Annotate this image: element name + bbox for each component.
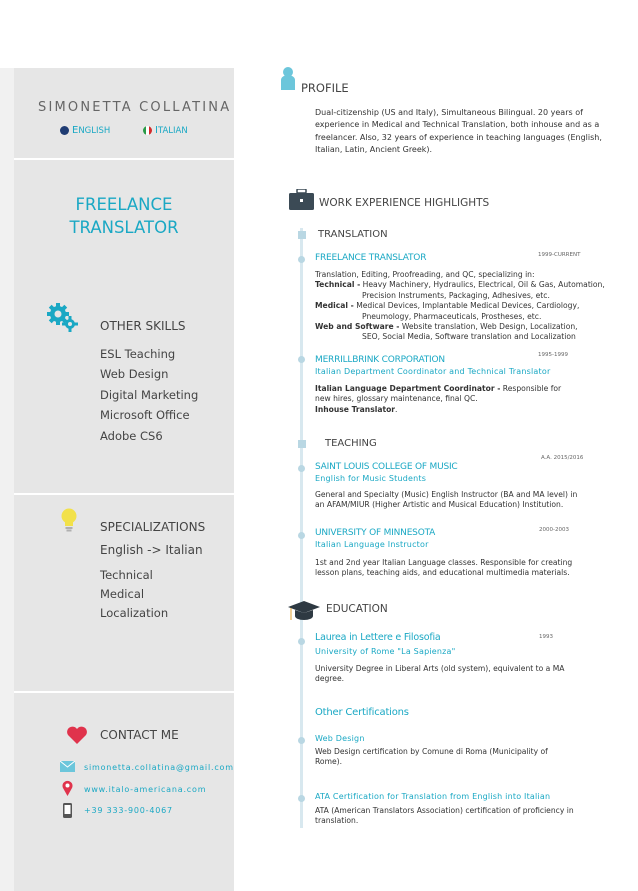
sidebar-divider: [14, 493, 234, 495]
email-link[interactable]: simonetta.collatina@gmail.com: [84, 763, 234, 772]
job-date: 1999-CURRENT: [538, 252, 581, 258]
briefcase-icon: [289, 189, 314, 210]
degree-date: 1993: [539, 634, 553, 640]
skill-item: Adobe CS6: [100, 429, 163, 443]
language-italian: ITALIAN: [143, 125, 188, 136]
sidebar-divider: [14, 158, 234, 160]
timeline-dot: [298, 256, 305, 263]
work-experience-title: WORK EXPERIENCE HIGHLIGHTS: [319, 197, 490, 209]
degree-description: University Degree in Liberal Arts (old system), equivalent to a MA degree.: [315, 664, 565, 684]
sidebar-divider: [14, 691, 234, 693]
job-description: Italian Language Department Coordinator - Responsible for new hires, glossary maintenance, final QC. Inhouse Translator.: [315, 384, 562, 414]
specialization-item: Localization: [100, 606, 169, 620]
job-date: A.A. 2015/2016: [541, 455, 584, 461]
specialization-item: Medical: [100, 587, 145, 601]
job-title: UNIVERSITY OF MINNESOTA: [315, 528, 436, 538]
job-description: Translation, Editing, Proofreading, and QC, specializing in: Technical - Heavy Machinery, Hydraulics, Electrical, Oil & Gas, Automation, Precision Instruments, Packaging, Adhesives, etc. Medical - Medical Devices, Implantable Medical Devices, Cardiology, Pneumology, Pharmaceuticals, Prostheses, etc. Web and Software - Website translation, Web Design, Localization, SEO, Social Media, Software translation and Localization: [315, 270, 605, 342]
gears-icon: [46, 303, 80, 333]
specializations-title: SPECIALIZATIONS: [100, 520, 206, 534]
certification-title: Web Design: [315, 734, 365, 743]
skill-item: ESL Teaching: [100, 347, 176, 361]
timeline-dot: [298, 356, 305, 363]
phone-number: +39 333-900-4067: [84, 806, 173, 815]
skill-item: Microsoft Office: [100, 408, 190, 422]
timeline-dot: [298, 638, 305, 645]
degree-title: Laurea in Lettere e Filosofia: [315, 632, 441, 643]
profile-person-icon: [280, 66, 296, 92]
other-skills-title: OTHER SKILLS: [100, 319, 186, 333]
other-certifications-title: Other Certifications: [315, 707, 409, 718]
job-date: 2000-2003: [539, 527, 569, 533]
job-role-line1: FREELANCE: [75, 195, 173, 214]
specialization-main: English -> Italian: [100, 543, 203, 557]
job-date: 1995-1999: [538, 352, 568, 358]
timeline-section-marker: [298, 231, 306, 239]
job-role-line2: TRANSLATOR: [69, 218, 179, 237]
website-link[interactable]: www.italo-americana.com: [84, 785, 207, 794]
timeline-dot: [298, 795, 305, 802]
specialization-item: Technical: [100, 568, 153, 582]
teaching-title: TEACHING: [325, 438, 377, 449]
job-title: FREELANCE TRANSLATOR: [315, 253, 427, 263]
contact-title: CONTACT ME: [100, 728, 179, 742]
profile-text: Dual-citizenship (US and Italy), Simultaneous Bilingual. 20 years of experience in Medical and Technical Translation, both inhouse and as a freelancer. Also, 32 years of experience in teaching languages (English, Italian, Latin, Ancient Greek).: [315, 108, 602, 154]
phone-icon: [63, 803, 72, 818]
location-pin-icon: [62, 780, 73, 796]
job-org: Italian Department Coordinator and Technical Translator: [315, 367, 551, 376]
language-english: ENGLISH: [60, 125, 110, 136]
skill-item: Web Design: [100, 367, 169, 381]
person-name: SIMONETTA COLLATINA: [38, 100, 232, 115]
translation-title: TRANSLATION: [318, 229, 388, 240]
job-org: Italian Language Instructor: [315, 540, 429, 549]
job-description: General and Specialty (Music) English Instructor (BA and MA level) in an AFAM/MIUR (Higher Artistic and Musical Education) Institution.: [315, 490, 578, 510]
profile-title: PROFILE: [301, 81, 349, 95]
certification-description: Web Design certification by Comune di Roma (Municipality of Rome).: [315, 747, 548, 767]
education-title: EDUCATION: [326, 603, 388, 615]
certification-description: ATA (American Translators Association) certification of proficiency in translation.: [315, 806, 574, 826]
job-org: English for Music Students: [315, 474, 427, 483]
timeline-dot: [298, 465, 305, 472]
job-title: MERRILLBRINK CORPORATION: [315, 355, 445, 365]
degree-org: University of Rome "La Sapienza": [315, 647, 456, 656]
sidebar-edge: [0, 68, 14, 891]
timeline-dot: [298, 737, 305, 744]
timeline-section-marker: [298, 440, 306, 448]
job-description: 1st and 2nd year Italian Language classes. Responsible for creating lesson plans, teaching aids, and educational multimedia materials.: [315, 558, 573, 578]
lightbulb-icon: [60, 508, 78, 532]
italy-flag-icon: [143, 126, 152, 135]
certification-title: ATA Certification for Translation from English into Italian: [315, 792, 551, 801]
job-title: SAINT LOUIS COLLEGE OF MUSIC: [315, 462, 458, 472]
heart-icon: [66, 725, 88, 745]
us-flag-icon: [60, 126, 69, 135]
timeline-dot: [298, 532, 305, 539]
email-icon: [60, 761, 75, 772]
skill-item: Digital Marketing: [100, 388, 199, 402]
graduation-cap-icon: [286, 600, 322, 622]
